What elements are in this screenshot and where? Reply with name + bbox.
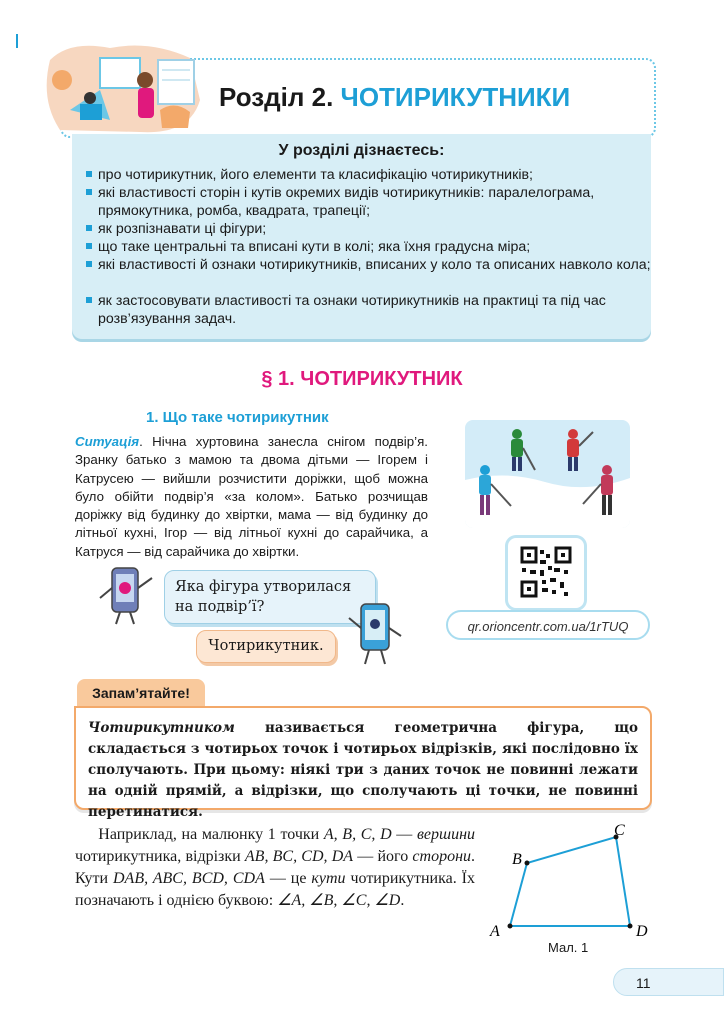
goal-item: що таке центральні та вписані кути в колі; яка їхня градусна міра; — [86, 238, 653, 256]
goal-item: які властивості сторін і кутів окремих видів чотирикутників: паралелограма, прямокутника, ромба, квадрата, трапеції; — [86, 184, 653, 220]
question-bubble: Яка фігура утворилася на подвір’ї? — [164, 570, 376, 624]
goal-item: як застосовувати властивості та ознаки чотирикутників на практиці та під час розв’язування задач. — [86, 292, 653, 328]
goal-item: як розпізнавати ці фігури; — [86, 220, 653, 238]
bullet-square-icon — [86, 189, 92, 195]
quadrilateral-abcd — [510, 837, 630, 926]
qr-code[interactable] — [508, 538, 584, 608]
section-title: § 1. ЧОТИРИКУТНИК — [261, 368, 463, 390]
phone-character-left — [96, 562, 156, 626]
definition-box — [74, 706, 652, 820]
goal-item: які властивості й ознаки чотирикутників, вписаних у коло та описаних навколо кола; — [86, 256, 653, 274]
definition-term: Чотирикутником — [88, 720, 235, 736]
situation-paragraph — [75, 433, 428, 561]
bullet-square-icon — [86, 171, 92, 177]
definition-text: Чотирикутником називається геометрична фігура, що складається з чотирьох точок і чотирьох відрізків, які послідовно їх сполучають. При цьому: ніякі три з даних точок не повинні лежати на одній прямій, а відрізки, що сполучають ці точки, не повинні перетинатися. — [88, 720, 638, 820]
remember-tab: Запам’ятайте! — [77, 679, 205, 707]
chapter-goals-box — [72, 134, 651, 339]
bullet-square-icon — [86, 243, 92, 249]
vertex-label-b: B — [512, 851, 522, 868]
vertex-a — [508, 924, 513, 929]
chapter-prefix: Розділ 2. — [219, 82, 334, 112]
example-paragraph: Наприклад, на малюнку 1 точки A, B, C, D — вершини чотирикутника, відрізки AB, BC, CD, DA — його сторони. Кути DAB, ABC, BCD, CDA — це кути чотирикутника. Їх позначають і однією буквою: ∠A, ∠B, ∠C, ∠D. — [75, 826, 476, 909]
bullet-square-icon — [86, 225, 92, 231]
phone-character-right — [345, 600, 405, 666]
situation-label: Ситуація — [75, 434, 140, 449]
situation-text: . Нічна хуртовина занесла снігом подвір’я. Зранку батько з мамою та двома дітьми — Ігорем і Катрусею — вийшли розчистити доріжки, щоб можна було обійти подвір’я «за колом». Батько розчищав доріжку від будинку до хвіртки, мама — від будинку до літньої кухні, Ігор — від літньої кухні до сарайчика, а Катруся — від сарайчика до хвіртки. — [75, 434, 428, 559]
snow-clearing-illustration — [465, 420, 630, 528]
vertex-label-c: C — [614, 822, 625, 839]
chapter-illustration — [40, 40, 205, 135]
qr-code-icon — [508, 538, 584, 608]
qr-link[interactable]: qr.orioncentr.com.ua/1rTUQ — [446, 610, 650, 640]
goals-title: У розділі дізнаєтесь: — [278, 142, 445, 159]
bullet-square-icon — [86, 261, 92, 267]
vertex-label-d: D — [636, 923, 648, 940]
margin-mark — [16, 34, 18, 48]
vertex-d — [628, 924, 633, 929]
chapter-title — [219, 82, 570, 113]
gear-icon — [52, 70, 72, 90]
vertex-label-a: A — [490, 923, 500, 940]
bullet-square-icon — [86, 297, 92, 303]
chapter-name: ЧОТИРИКУТНИКИ — [340, 82, 571, 112]
subsection-title: 1. Що таке чотирикутник — [146, 409, 329, 426]
answer-bubble: Чотирикутник. — [196, 630, 336, 663]
vertex-b — [525, 861, 530, 866]
page-number: 11 — [613, 968, 724, 996]
goal-item: про чотирикутник, його елементи та класифікацію чотирикутників; — [86, 166, 653, 184]
figure-caption: Мал. 1 — [548, 940, 589, 955]
